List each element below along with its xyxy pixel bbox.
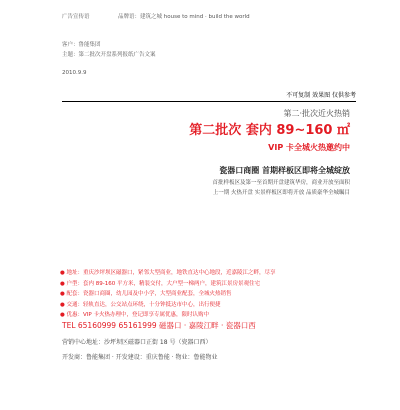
header-line-1-left: 广告宣传语 <box>62 14 90 20</box>
header-line-3: 主题：第二批次开盘系列报纸广告文案 <box>62 52 156 58</box>
header-date: 2010.9.9 <box>62 70 87 76</box>
header-line-1-right: 品牌语：建筑之城 house to mind · build the world <box>118 14 250 20</box>
top-rule <box>62 101 356 102</box>
note-item: ● 配套：瓷器口商圈，幼儿园及中小学，大型商业配套，全城火热销售 <box>60 291 232 297</box>
header-line-2: 客户：鲁能集团 <box>62 42 101 48</box>
note-item: ● 地址：重庆沙坪坝区磁器口，紧邻大型商业，地铁直达中心地段，近嘉陵江之畔，尽享 <box>60 270 276 276</box>
headline: 第二批次 套内 89~160 ㎡ <box>189 123 350 138</box>
note-item: ● 交通：轻轨直达，公交站点环绕，十分钟抵达市中心，出行便捷 <box>60 301 221 308</box>
footer-line-2: 开发商：鲁能集团 · 开发建设：重庆鲁能 · 物业：鲁能物业 <box>62 354 218 361</box>
phone-line: TEL 65160999 65161999 磁器口 · 嘉陵江畔 · 瓷器口西 <box>62 321 256 330</box>
note-item: ● 户型：套内 89-160 平方米，精装交付，大户型一梯两户，建筑江景房景观住宅 <box>60 280 261 287</box>
subtitle: 第二·批次近火热销 <box>283 109 350 118</box>
notes-list <box>60 268 356 321</box>
note-item: ● 优惠：VIP 卡火热办理中，登记即享专属优惠，限时认购中 <box>60 312 209 318</box>
tagline: VIP 卡全城火热邀约中 <box>268 143 350 152</box>
footer-line-1: 营销中心地址：沙坪坝区磁器口正街 18 号（瓷器口西） <box>62 339 212 346</box>
body-line-1: 首批样板区及第一至首期开盘建筑华房，商业开放至面积 <box>212 180 350 186</box>
body-line-2: 上一期 火热开盘 实景样板区即将开放 品质豪华全城瞩目 <box>212 190 350 196</box>
section-heading: 瓷器口商圈 首期样板区即将全城绽放 <box>219 166 350 175</box>
top-note: 不可复制 效果图 仅供参考 <box>286 92 356 99</box>
